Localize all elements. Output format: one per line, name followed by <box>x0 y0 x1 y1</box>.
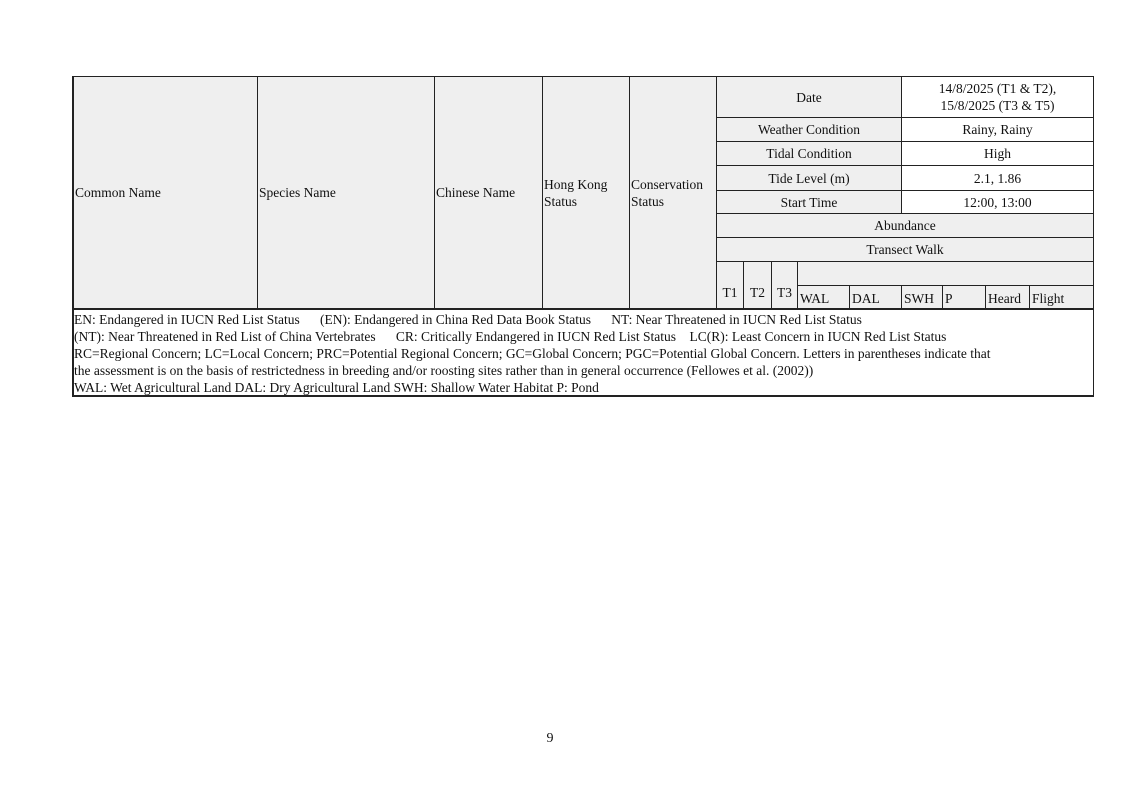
legend-line: EN: Endangered in IUCN Red List Status (EN): Endangered in China Red Data Book Status NT: Near Threatened in IUCN Red List Status <box>74 312 862 327</box>
start-time-label: Start Time <box>717 191 901 213</box>
habitat-pond-header: P <box>943 286 985 308</box>
status-legend <box>74 311 1090 396</box>
legend-line: RC=Regional Concern; LC=Local Concern; PRC=Potential Regional Concern; GC=Global Concern; PGC=Potential Global Concern. Letters in parentheses indicate that <box>74 346 991 361</box>
transect-t3-header: T3 <box>772 262 797 308</box>
tide-level-value: 2.1, 1.86 <box>902 166 1093 190</box>
tidal-condition-value: High <box>902 142 1093 165</box>
header-species-name: Species Name <box>257 77 434 308</box>
legend-line: (NT): Near Threatened in Red List of China Vertebrates CR: Critically Endangered in IUCN Red List Status LC(R): Least Concern in IUCN Red List Status <box>74 329 947 344</box>
date-value: 14/8/2025 (T1 & T2), 15/8/2025 (T3 & T5) <box>902 77 1093 117</box>
tide-level-label: Tide Level (m) <box>717 166 901 190</box>
habitat-dal-header: DAL <box>850 286 901 308</box>
abundance-header: Abundance <box>717 214 1093 237</box>
transect-t1-header: T1 <box>717 262 743 308</box>
transect-t2-header: T2 <box>744 262 771 308</box>
start-time-value: 12:00, 13:00 <box>902 191 1093 213</box>
transect-walk-header: Transect Walk <box>717 238 1093 261</box>
weather-condition-label: Weather Condition <box>717 118 901 141</box>
header-chinese-name: Chinese Name <box>434 77 542 308</box>
header-hong-kong-status: Hong Kong Status <box>542 77 629 308</box>
date-label: Date <box>717 77 901 117</box>
habitat-swh-header: SWH <box>902 286 942 308</box>
page-number: 9 <box>546 731 554 746</box>
habitat-wal-header: WAL <box>798 286 849 308</box>
weather-condition-value: Rainy, Rainy <box>902 118 1093 141</box>
heard-header: Heard <box>986 286 1029 308</box>
legend-line: the assessment is on the basis of restrictedness in breeding and/or roosting sites rather than in general occurrence (Fellowes et al. (2002)) <box>74 363 814 378</box>
header-conservation-status: Conservation Status <box>629 77 716 308</box>
flight-header: Flight <box>1030 286 1093 308</box>
tidal-condition-label: Tidal Condition <box>717 142 901 165</box>
legend-line: WAL: Wet Agricultural Land DAL: Dry Agricultural Land SWH: Shallow Water Habitat P: Pond <box>74 380 599 395</box>
header-common-name: Common Name <box>73 77 257 308</box>
